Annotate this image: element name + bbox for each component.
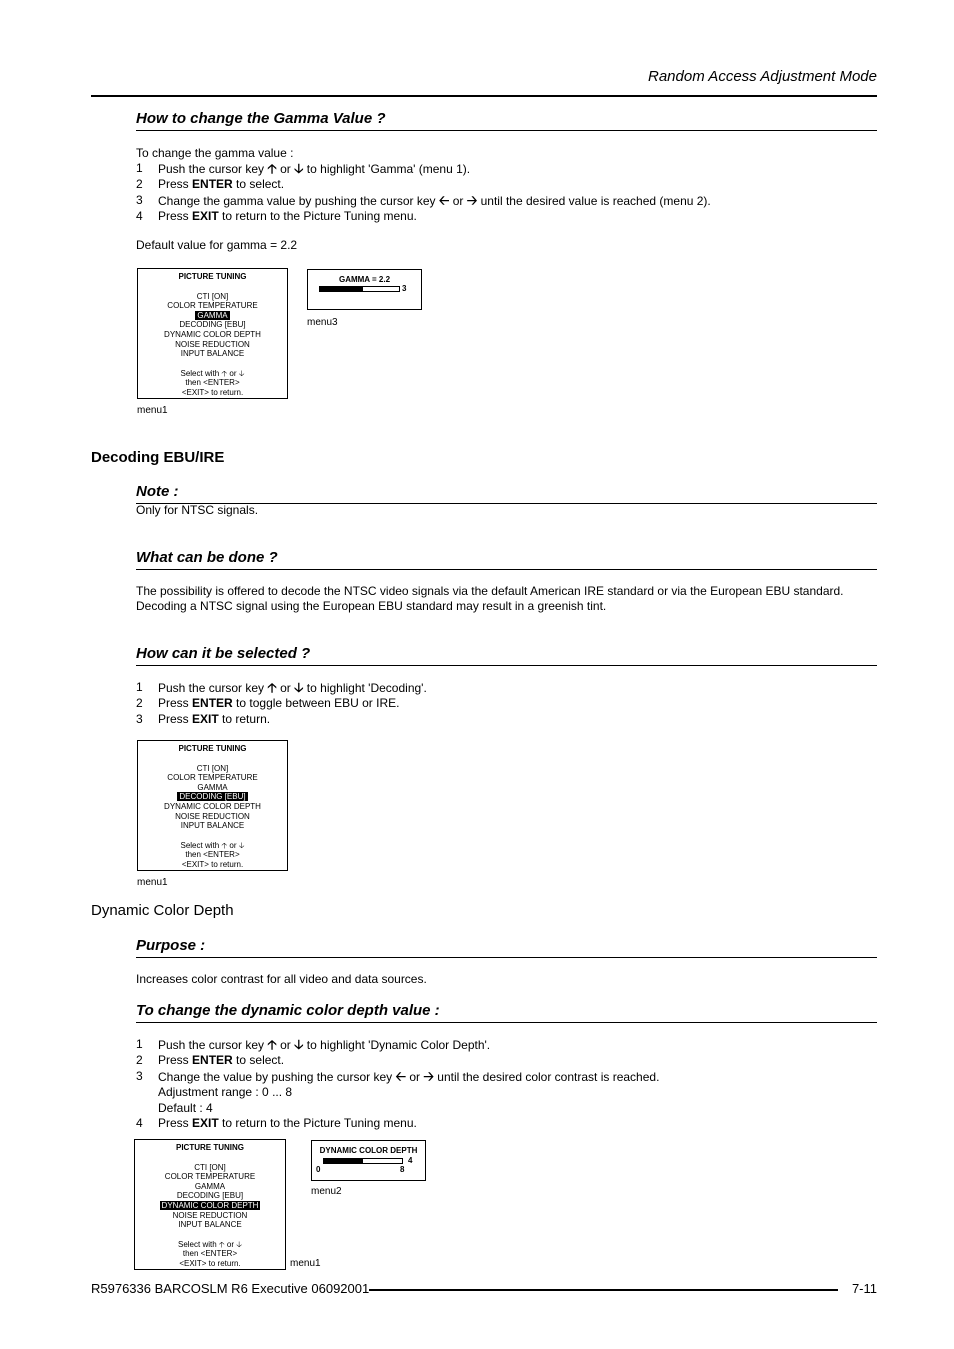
picture-tuning-menu	[137, 740, 288, 871]
step-row	[136, 1069, 881, 1116]
arrow-down-icon: 🡣	[294, 680, 304, 695]
note-text: Only for NTSC signals.	[136, 503, 259, 517]
menu-item-input-balance: INPUT BALANCE	[180, 821, 245, 831]
step-row	[136, 177, 881, 192]
step-text: Push the cursor key	[158, 681, 265, 695]
step-text: to select.	[236, 177, 285, 192]
step-text: Change the value by pushing the cursor key	[158, 1069, 393, 1084]
menu-item-gamma: GAMMA	[197, 310, 228, 320]
change-heading: To change the dynamic color depth value :	[136, 1002, 877, 1023]
key-name: EXIT	[192, 711, 219, 726]
key-name: EXIT	[192, 1116, 219, 1131]
gamma-intro: To change the gamma value :	[136, 146, 294, 160]
step-text: to highlight 'Decoding'.	[306, 681, 427, 695]
decoding-steps	[136, 680, 881, 727]
arrow-down-icon: 🡣	[294, 1037, 304, 1052]
arrow-up-icon: 🡡	[267, 161, 277, 176]
menu-item-dynamic-color-depth: DYNAMIC COLOR DEPTH	[164, 801, 261, 811]
step-text: until the desired color contrast is reached.	[437, 1069, 660, 1084]
gamma-gauge	[307, 269, 422, 310]
menu-help	[138, 369, 287, 379]
step-row	[136, 680, 881, 696]
step-text: to toggle between EBU or IRE.	[236, 696, 400, 711]
gauge-caption: menu2	[311, 1186, 342, 1197]
gauge-title: GAMMA = 2.2	[338, 275, 391, 284]
arrow-right-icon: 🡢	[466, 192, 478, 208]
note-heading: Note :	[136, 483, 877, 504]
arrow-up-icon: 🡡	[267, 680, 277, 695]
what-heading: What can be done ?	[136, 549, 877, 570]
gamma-heading: How to change the Gamma Value ?	[136, 110, 877, 131]
help-text: Select with	[177, 1239, 217, 1249]
arrow-right-icon: 🡢	[423, 1068, 434, 1084]
menu-item-cti: CTI [ON]	[196, 763, 229, 773]
menu-help-enter: then <ENTER>	[182, 1249, 238, 1259]
menu-item-noise-reduction: NOISE REDUCTION	[175, 811, 250, 821]
menu-title: PICTURE TUNING	[178, 744, 247, 753]
step-number: 1	[136, 680, 143, 694]
step-text: or	[280, 681, 291, 695]
step-row	[136, 161, 881, 177]
decoding-heading: Decoding EBU/IRE	[91, 449, 225, 466]
key-name: ENTER	[192, 1053, 233, 1068]
step-row	[136, 712, 881, 727]
key-name: ENTER	[192, 177, 233, 192]
menu-help-exit: <EXIT> to return.	[181, 387, 244, 397]
step-row	[136, 193, 881, 209]
arrow-down-icon: 🡣	[236, 1239, 242, 1249]
purpose-text: Increases color contrast for all video and data sources.	[136, 972, 427, 986]
step-text: to highlight 'Gamma' (menu 1).	[306, 162, 471, 176]
step-number: 4	[136, 209, 143, 224]
dcd-heading: Dynamic Color Depth	[91, 902, 234, 919]
menu-item-cti: CTI [ON]	[196, 291, 229, 301]
step-number: 3	[136, 1068, 143, 1083]
step-text: to return.	[222, 711, 271, 726]
gauge-max-label: 8	[400, 1165, 405, 1174]
arrow-down-icon: 🡣	[238, 840, 245, 850]
menu-title: PICTURE TUNING	[176, 1143, 244, 1152]
range-text: Adjustment range : 0 ... 8	[158, 1085, 293, 1100]
picture-tuning-menu	[134, 1139, 286, 1270]
arrow-left-icon: 🡠	[438, 192, 450, 208]
step-row	[136, 696, 881, 711]
gauge-title: DYNAMIC COLOR DEPTH	[319, 1146, 418, 1155]
gauge-min-label: 0	[316, 1165, 321, 1174]
gamma-steps	[136, 161, 881, 225]
step-text: or	[452, 193, 464, 208]
menu-item-dynamic-color-depth: DYNAMIC COLOR DEPTH	[164, 329, 261, 339]
step-text: to return to the Picture Tuning menu.	[222, 1116, 417, 1131]
header-rule	[91, 95, 877, 97]
what-text: The possibility is offered to decode the NTSC video signals via the default American IRE standard or via the European EBU standard. Decoding a NTSC signal using the European EBU standard may result in a greenish tint.	[136, 584, 844, 614]
menu-item-decoding: DECODING [EBU]	[179, 320, 246, 330]
step-number: 4	[136, 1116, 143, 1131]
step-text: or	[280, 1038, 291, 1052]
menu-item-color-temperature: COLOR TEMPERATURE	[167, 301, 258, 311]
gamma-default-text: Default value for gamma = 2.2	[136, 238, 298, 252]
step-row	[136, 1053, 881, 1068]
step-row	[136, 1037, 881, 1053]
gauge-value-label: 4	[408, 1156, 413, 1165]
menu-help-exit: <EXIT> to return.	[179, 1258, 241, 1268]
step-text: Press	[158, 696, 189, 711]
gauge-bar	[319, 286, 400, 292]
menu-item-decoding: DECODING [EBU]	[179, 792, 246, 802]
menu-item-noise-reduction: NOISE REDUCTION	[175, 339, 250, 349]
step-number: 3	[136, 192, 143, 207]
menu-caption: menu1	[290, 1258, 321, 1269]
step-text: Press	[158, 1116, 189, 1131]
menu-item-cti: CTI [ON]	[194, 1162, 226, 1172]
step-text: or	[409, 1069, 421, 1084]
purpose-heading: Purpose :	[136, 937, 877, 958]
step-text: Press	[158, 711, 189, 726]
menu-item-color-temperature: COLOR TEMPERATURE	[164, 1172, 256, 1182]
default-text: Default : 4	[158, 1100, 213, 1115]
menu-item-noise-reduction: NOISE REDUCTION	[172, 1210, 248, 1220]
step-number: 3	[136, 711, 143, 726]
page-number: 7-11	[851, 1281, 877, 1296]
step-row	[136, 1116, 881, 1131]
footer-doc-id: R5976336 BARCOSLM R6 Executive 06092001	[91, 1281, 370, 1296]
step-text: until the desired value is reached (menu 2).	[480, 193, 711, 208]
help-text: or	[226, 1239, 235, 1249]
menu-help-enter: then <ENTER>	[185, 850, 240, 860]
step-row	[136, 209, 881, 224]
step-text: or	[280, 162, 291, 176]
step-text: Press	[158, 1053, 189, 1068]
how-heading: How can it be selected ?	[136, 645, 877, 666]
arrow-up-icon: 🡡	[221, 840, 228, 850]
key-name: ENTER	[192, 696, 233, 711]
menu-help	[138, 841, 287, 851]
gauge-bar-fill	[320, 287, 363, 291]
step-text: to select.	[236, 1053, 285, 1068]
menu-item-color-temperature: COLOR TEMPERATURE	[167, 773, 258, 783]
gauge-bar-fill	[324, 1159, 363, 1163]
dcd-gauge	[311, 1140, 426, 1181]
menu-caption: menu1	[137, 405, 168, 416]
gauge-max-label: 3	[402, 284, 407, 293]
menu-item-gamma: GAMMA	[194, 1181, 226, 1191]
arrow-down-icon: 🡣	[238, 368, 245, 378]
help-text: Select with	[180, 840, 220, 850]
menu-title: PICTURE TUNING	[178, 272, 247, 281]
step-text: Push the cursor key	[158, 1038, 265, 1052]
menu-item-input-balance: INPUT BALANCE	[180, 349, 245, 359]
menu-item-gamma: GAMMA	[197, 782, 228, 792]
help-text: Select with	[180, 368, 220, 378]
step-number: 2	[136, 696, 143, 711]
footer-rule	[369, 1289, 838, 1291]
step-number: 1	[136, 1037, 143, 1051]
step-text: to return to the Picture Tuning menu.	[222, 209, 417, 224]
step-text: Press	[158, 177, 189, 192]
menu-item-dynamic-color-depth: DYNAMIC COLOR DEPTH	[161, 1200, 259, 1210]
key-name: EXIT	[192, 209, 219, 224]
step-number: 2	[136, 177, 143, 192]
menu-item-input-balance: INPUT BALANCE	[178, 1220, 242, 1230]
step-number: 1	[136, 161, 143, 175]
menu-caption: menu1	[137, 877, 168, 888]
help-text: or	[229, 840, 237, 850]
gauge-caption: menu3	[307, 317, 338, 328]
menu-help-enter: then <ENTER>	[185, 378, 240, 388]
gauge-bar	[323, 1158, 403, 1164]
running-header: Random Access Adjustment Mode	[648, 68, 877, 85]
menu-help	[135, 1240, 285, 1250]
picture-tuning-menu	[137, 268, 288, 399]
step-text: Change the gamma value by pushing the cursor key	[158, 193, 436, 208]
dcd-steps	[136, 1037, 881, 1131]
arrow-up-icon: 🡡	[221, 368, 228, 378]
step-text: Press	[158, 209, 189, 224]
step-text: to highlight 'Dynamic Color Depth'.	[306, 1038, 491, 1052]
help-text: or	[229, 368, 237, 378]
step-text: Push the cursor key	[158, 162, 265, 176]
menu-item-decoding: DECODING [EBU]	[176, 1191, 244, 1201]
arrow-left-icon: 🡠	[395, 1068, 407, 1084]
step-number: 2	[136, 1053, 143, 1068]
arrow-down-icon: 🡣	[294, 161, 304, 176]
arrow-up-icon: 🡡	[218, 1239, 225, 1249]
arrow-up-icon: 🡡	[267, 1037, 277, 1052]
menu-help-exit: <EXIT> to return.	[181, 859, 244, 869]
